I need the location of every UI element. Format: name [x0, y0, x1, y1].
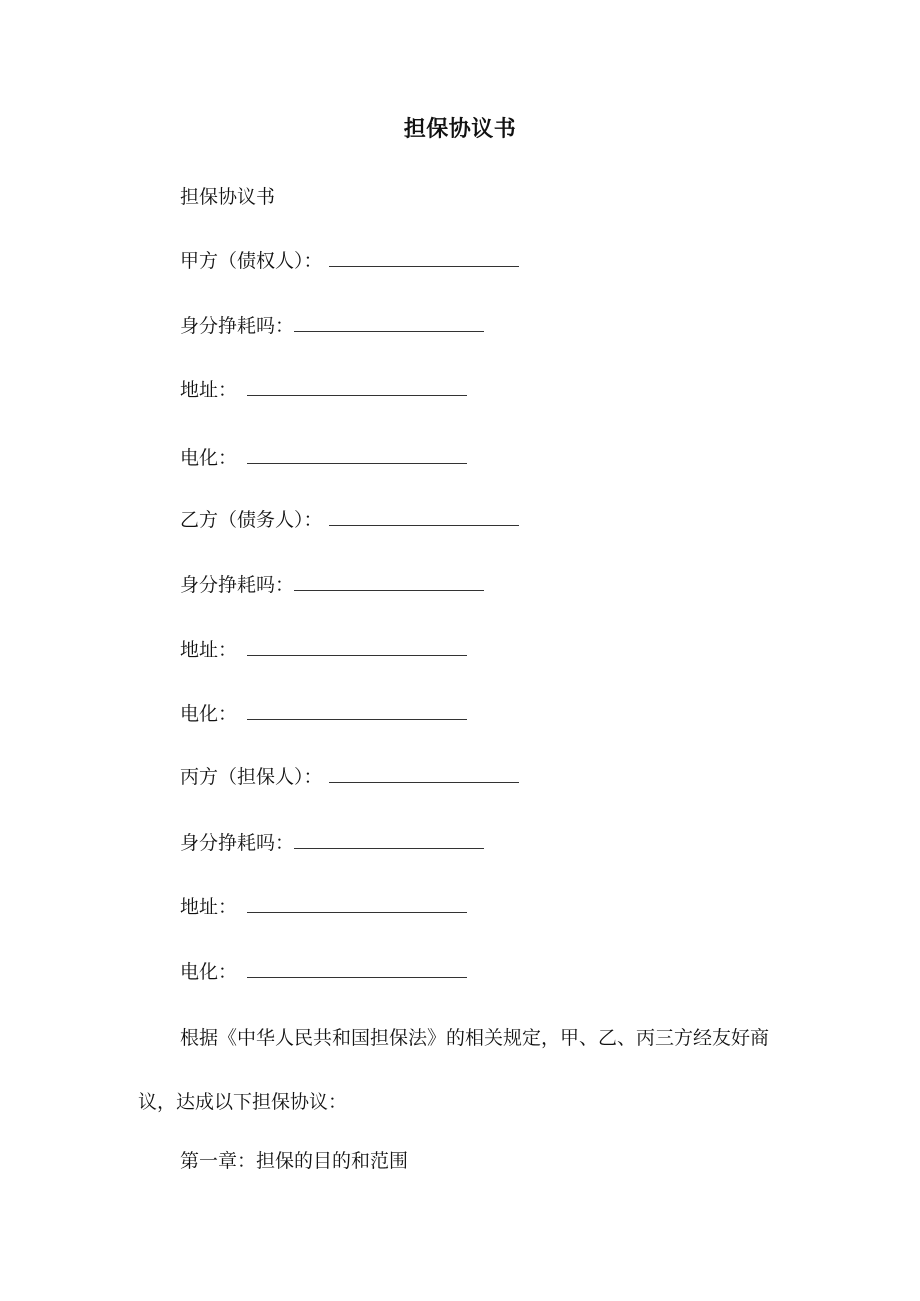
party-a-address-field[interactable] — [247, 380, 467, 396]
party-b-id-label: 身分挣耗吗： — [180, 574, 295, 596]
party-a-id-row — [180, 314, 484, 338]
party-a-id-label: 身分挣耗吗： — [180, 315, 295, 337]
chapter-heading: 第一章：担保的目的和范围 — [180, 1150, 409, 1172]
party-b-label: 乙方（债务人）： — [180, 509, 323, 531]
party-b-phone-row — [180, 702, 467, 726]
party-c-address-label: 地址： — [180, 896, 238, 918]
party-c-label: 丙方（担保人）： — [180, 766, 323, 788]
party-b-address-label: 地址： — [180, 639, 238, 661]
party-a-id-field[interactable] — [294, 316, 484, 332]
party-a-address-label: 地址： — [180, 379, 238, 401]
party-b-address-row — [180, 638, 467, 662]
party-c-id-field[interactable] — [294, 833, 484, 849]
party-b-address-field[interactable] — [247, 640, 467, 656]
subtitle: 担保协议书 — [180, 186, 276, 208]
party-b-id-row — [180, 573, 484, 597]
party-a-name-field[interactable] — [329, 251, 519, 267]
party-c-phone-field[interactable] — [247, 962, 467, 978]
party-b-phone-field[interactable] — [247, 704, 467, 720]
party-b-phone-label: 电化： — [180, 703, 238, 725]
party-b-row — [180, 508, 519, 532]
document-title: 担保协议书 — [403, 117, 517, 142]
party-a-phone-row — [180, 446, 467, 470]
party-c-id-label: 身分挣耗吗： — [180, 832, 295, 854]
party-c-phone-label: 电化： — [180, 961, 238, 983]
party-a-row — [180, 249, 519, 273]
party-c-address-field[interactable] — [247, 897, 467, 913]
party-a-phone-field[interactable] — [247, 448, 467, 464]
party-b-id-field[interactable] — [294, 575, 484, 591]
party-a-phone-label: 电化： — [180, 447, 238, 469]
party-a-label: 甲方（债权人）： — [180, 250, 323, 272]
party-c-phone-row — [180, 960, 467, 984]
intro-paragraph: 根据《中华人民共和国担保法》的相关规定，甲、乙、丙三方经友好商议，达成以下担保协议： — [138, 1027, 770, 1113]
party-a-address-row — [180, 378, 467, 402]
party-c-id-row — [180, 831, 484, 855]
party-c-name-field[interactable] — [329, 767, 519, 783]
party-b-name-field[interactable] — [329, 510, 519, 526]
party-c-row — [180, 765, 519, 789]
party-c-address-row — [180, 895, 467, 919]
